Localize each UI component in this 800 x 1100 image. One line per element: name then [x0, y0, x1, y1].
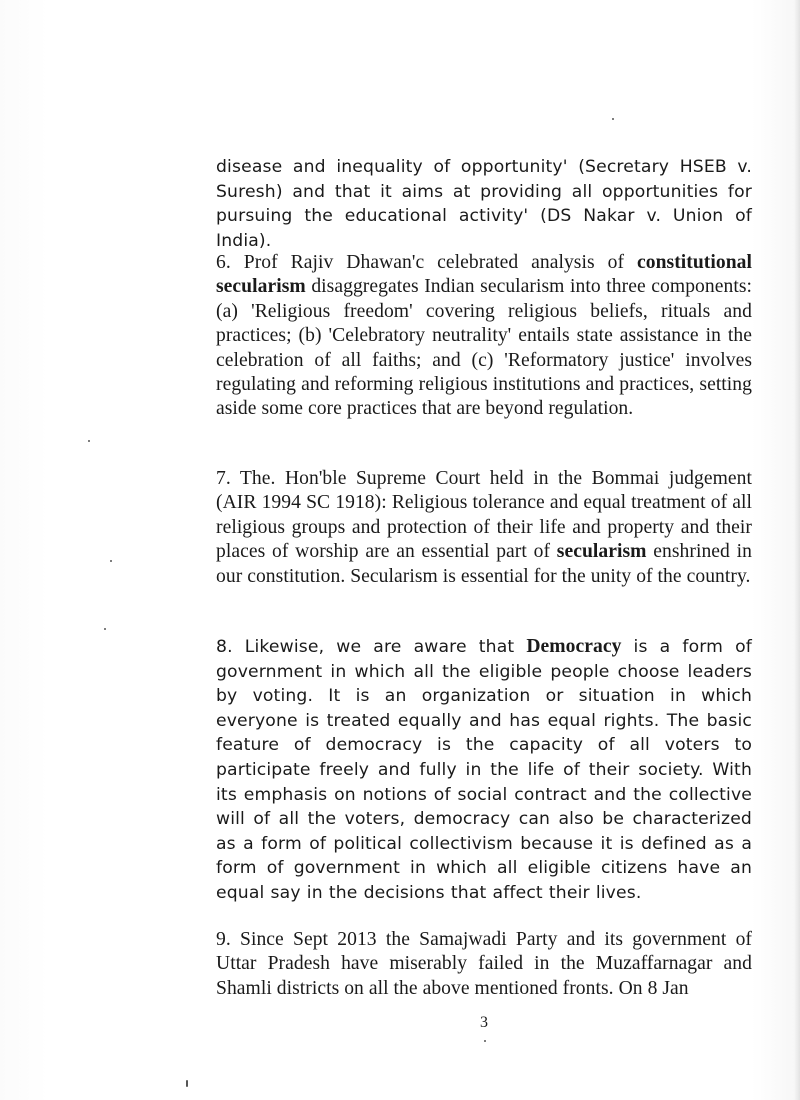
paragraph-6-bold-term: constitutional secularism [216, 252, 752, 298]
paragraph-8-bold-term: Democracy [526, 636, 622, 657]
scan-speck [104, 628, 106, 630]
paragraph-7-text-start: 7. The. Hon'ble Supreme Court held in the Bommai judgement (AIR 1994 SC 1918): Religious tolerance and equal treatment of all religious groups and protection of their life and property and their places of worship are an essential part of [216, 468, 752, 563]
paragraph-5-text: disease and inequality of opportunity' (Secretary HSEB v. Suresh) and that it aims at providing all opportunities for pursuing the educational activity' (DS Nakar v. Union of India). [216, 157, 752, 251]
paragraph-7-bold-term: secularism [556, 541, 647, 563]
paragraph-7 [216, 467, 752, 589]
paragraph-7-text-end: enshrined in our constitution. Secularism is essential for the unity of the country. [216, 541, 752, 587]
paragraph-8-text-end: is a form of government in which all the eligible people choose leaders by voting. It is an organization or situation in which everyone is treated equally and has equal rights. The basic feature of democracy is the capacity of all voters to participate freely and fully in the life of their society. With its emphasis on notions of social contract and the collective will of all the voters, democracy can also be characterized as a form of political collectivism because it is defined as a form of government in which all eligible citizens have an equal say in the decisions that affect their lives. [216, 637, 752, 903]
paragraph-8-text-start: 8. Likewise, we are aware that [216, 637, 527, 657]
paragraph-6-text-end: disaggregates Indian secularism into three components: (a) 'Religious freedom' covering religious beliefs, rituals and practices; (b) 'Celebratory neutrality' entails state assistance in the celebration of all faiths; and (c) 'Reformatory justice' involves regulating and reforming religious institutions and practices, setting aside some core practices that are beyond regulation. [216, 276, 752, 420]
page-number: 3 [480, 1014, 488, 1031]
scan-speck [110, 560, 112, 562]
scan-shadow-edge [794, 0, 800, 1100]
paragraph-6-text-start: 6. Prof Rajiv Dhawan'c celebrated analysis of [216, 252, 637, 273]
paragraph-9 [216, 928, 752, 1001]
paragraph-6 [216, 251, 752, 422]
paragraph-9-text: 9. Since Sept 2013 the Samajwadi Party and its government of Uttar Pradesh have miserably failed in the Muzaffarnagar and Shamli districts on all the above mentioned fronts. On 8 Jan [216, 929, 752, 999]
scan-speck [484, 1040, 486, 1042]
scan-speck [186, 1080, 188, 1087]
scan-speck [612, 118, 614, 120]
paragraph-5-continuation [216, 155, 752, 253]
paragraph-8 [216, 635, 752, 906]
scan-speck [88, 440, 90, 442]
